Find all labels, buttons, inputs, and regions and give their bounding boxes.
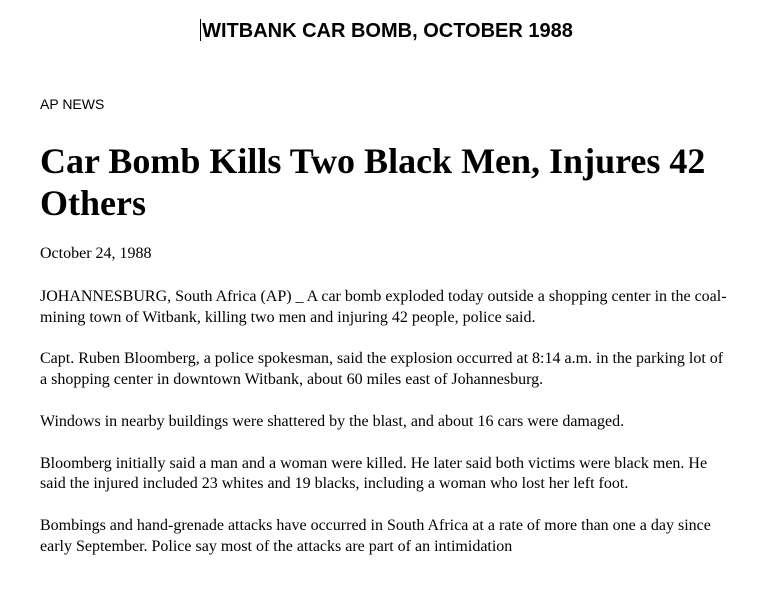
text-cursor xyxy=(200,19,201,41)
article-date: October 24, 1988 xyxy=(40,245,152,262)
article-headline: Car Bomb Kills Two Black Men, Injures 42 Others xyxy=(40,141,706,223)
article-paragraph: JOHANNESBURG, South Africa (AP) _ A car bomb exploded today outside a shopping center in the coal-mining town of Witbank, killing two men and injuring 42 people, police said. xyxy=(40,288,727,326)
document-title xyxy=(0,18,773,44)
article-paragraph: Bloomberg initially said a man and a woman were killed. He later said both victims were black men. He said the injured included 23 whites and 19 blacks, including a woman who lost her left foot. xyxy=(40,454,708,493)
article-paragraph: Windows in nearby buildings were shattered by the blast, and about 16 cars were damaged. xyxy=(40,412,625,430)
article-paragraph: Bombings and hand-grenade attacks have occurred in South Africa at a rate of more than one a day since early September. Police say most of the attacks are part of an intimidation xyxy=(40,516,711,555)
article-body xyxy=(40,287,734,578)
news-source: AP NEWS xyxy=(40,96,105,112)
document-title-text: WITBANK CAR BOMB, OCTOBER 1988 xyxy=(202,20,573,42)
article-paragraph: Capt. Ruben Bloomberg, a police spokesman, said the explosion occurred at 8:14 a.m. in the parking lot of a shopping center in downtown Witbank, about 60 miles east of Johannesburg. xyxy=(40,350,724,389)
